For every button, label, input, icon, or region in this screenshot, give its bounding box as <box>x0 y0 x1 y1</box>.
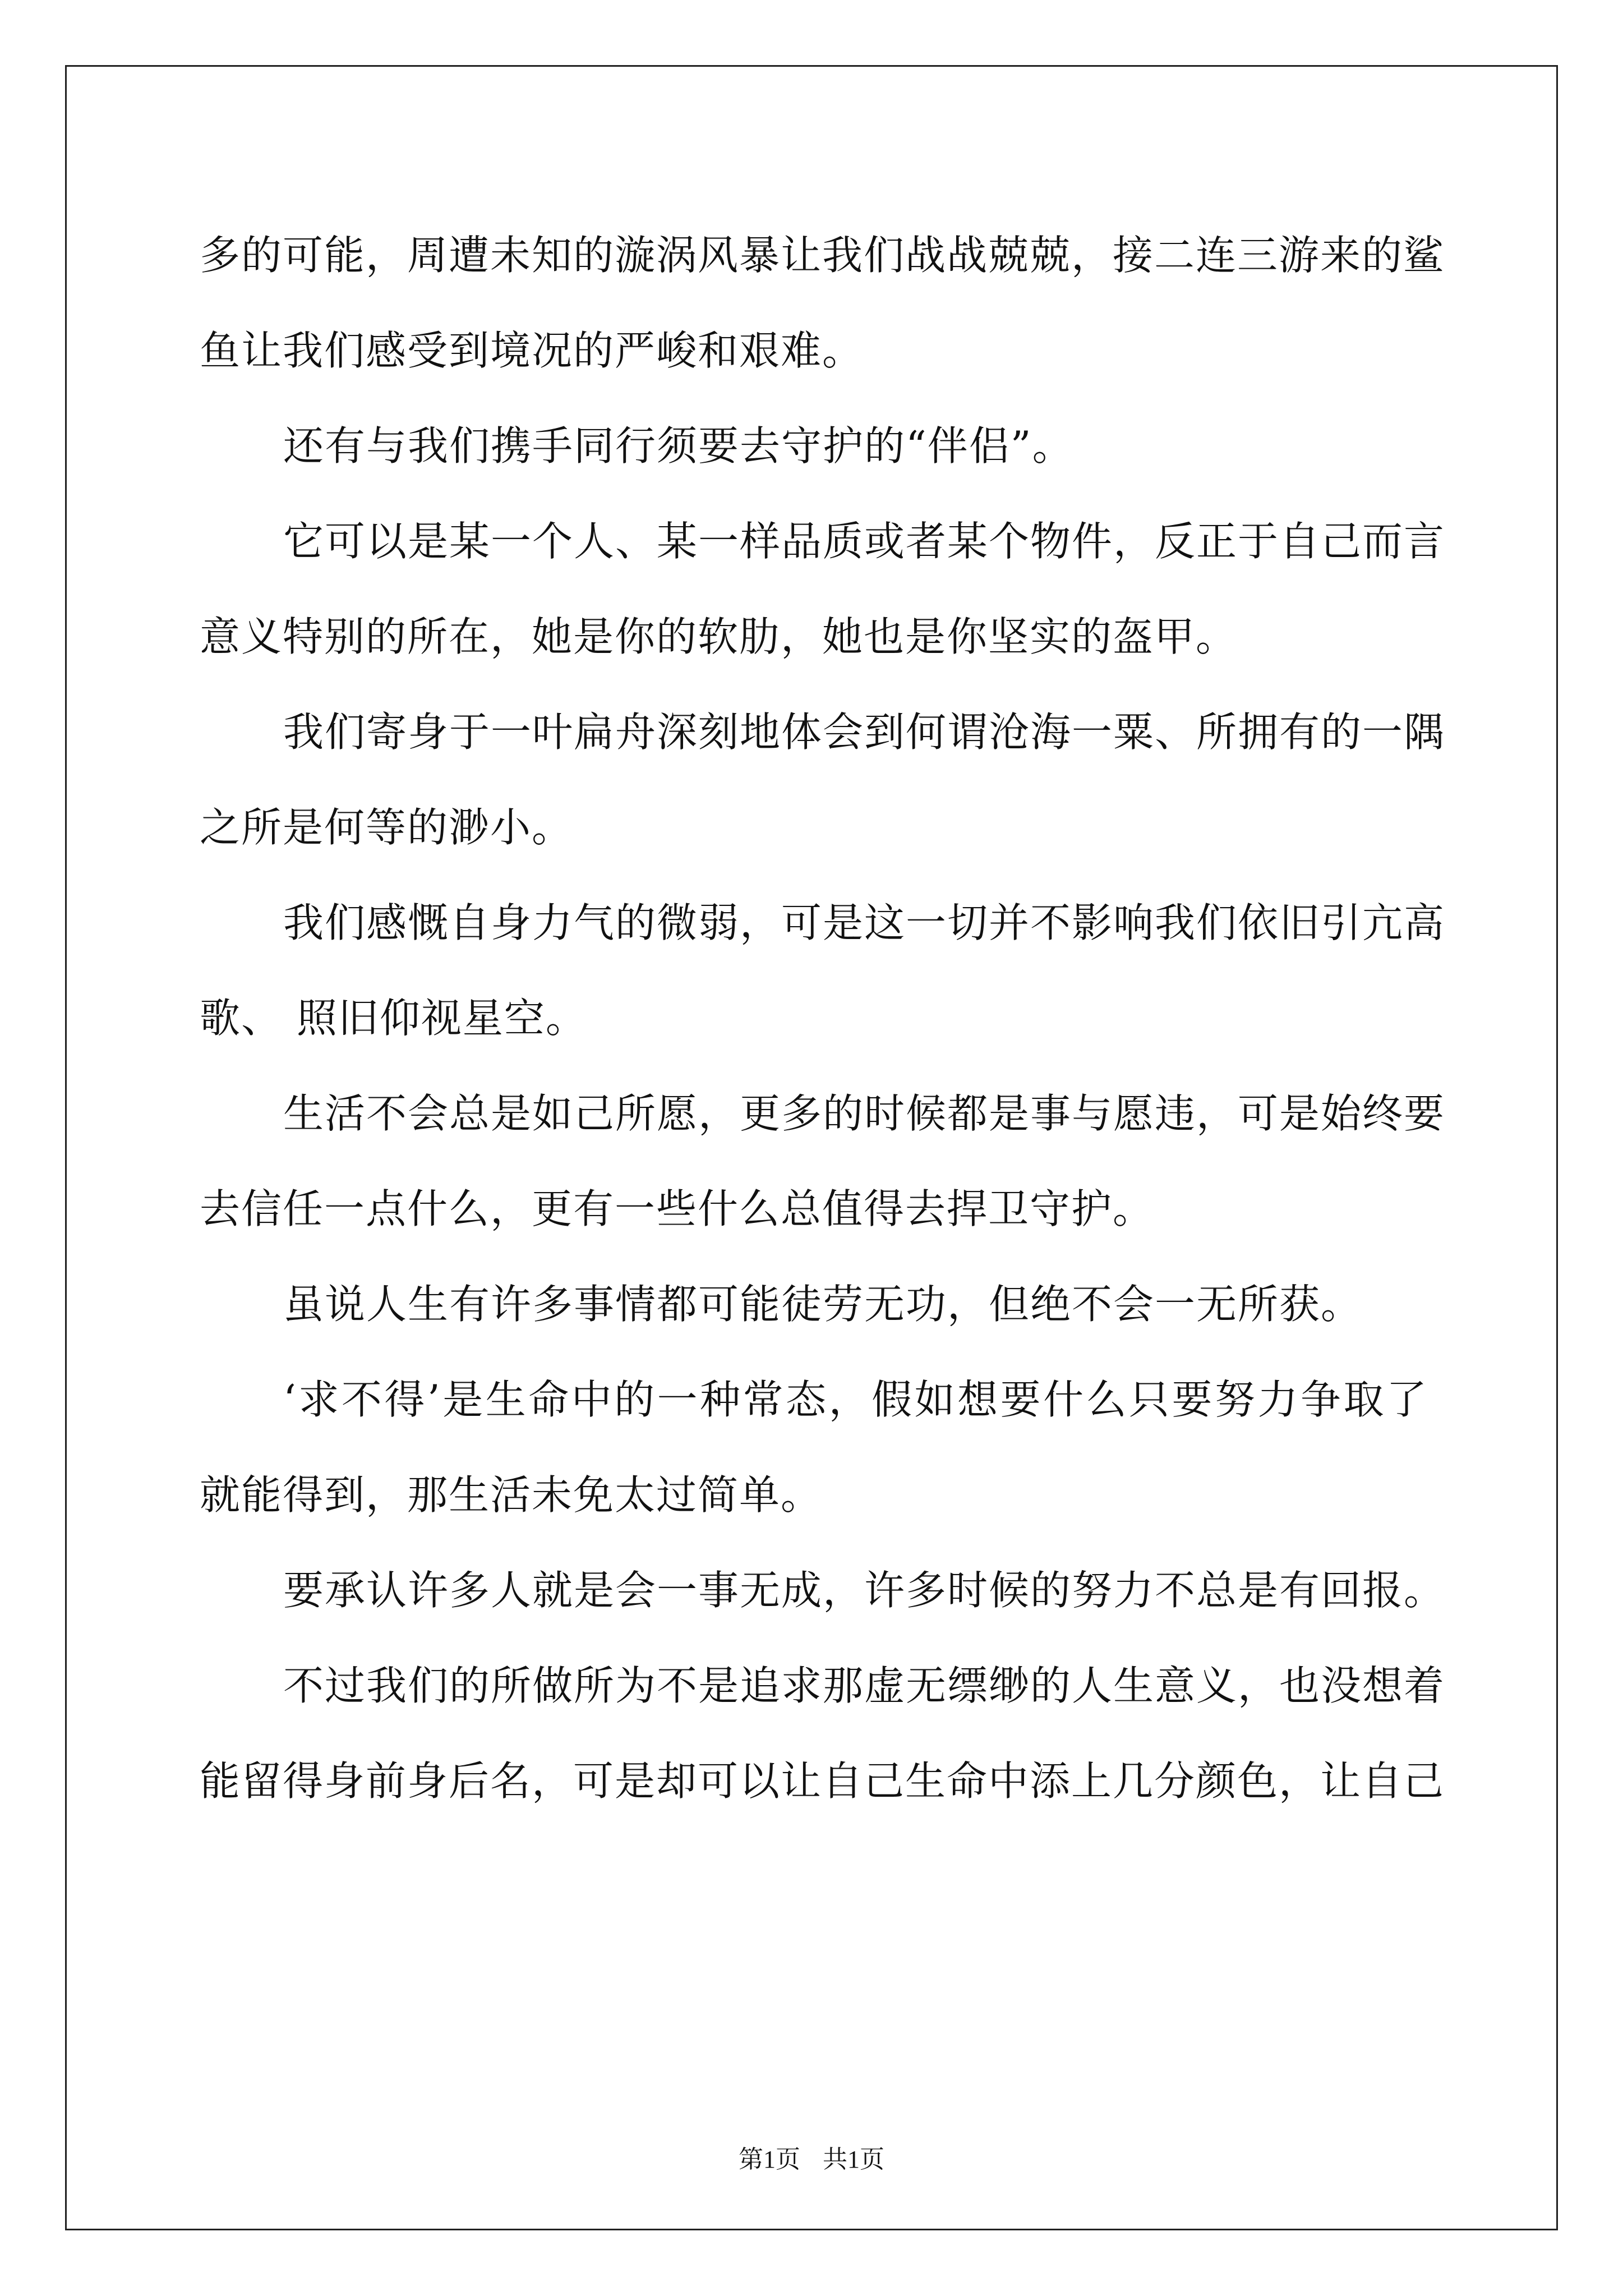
text-line: 就能得到，那生活未免太过简单。 <box>200 1471 823 1519</box>
text-line: 能留得身前身后名，可是却可以让自己生命中添上几分颜色，让自己 <box>200 1757 1445 1805</box>
text-line: 生活不会总是如己所愿，更多的时候都是事与愿违，可是始终要 <box>283 1090 1446 1137</box>
text-line: 鱼让我们感受到境况的严峻和艰难。 <box>200 327 864 374</box>
text-line: 我们寄身于一叶扁舟深刻地体会到何谓沧海一粟、所拥有的一隅 <box>283 708 1446 756</box>
text-line: 它可以是某一个人、某一样品质或者某个物件，反正于自己而言 <box>283 518 1446 565</box>
text-line: 多的可能，周遭未知的漩涡风暴让我们战战兢兢，接二连三游来的鲨 <box>200 232 1445 279</box>
page-footer <box>0 2143 1623 2177</box>
text-line: ‘求不得’是生命中的一种常态，假如想要什么只要努力争取了 <box>283 1376 1428 1423</box>
text-line: 不过我们的所做所为不是追求那虚无缥缈的人生意义，也没想着 <box>283 1662 1446 1709</box>
text-line: 要承认许多人就是会一事无成，许多时候的努力不总是有回报。 <box>283 1567 1446 1614</box>
text-line: 还有与我们携手同行须要去守护的“伴侣”。 <box>283 422 1074 470</box>
text-line: 我们感慨自身力气的微弱，可是这一切并不影响我们依旧引亢高 <box>283 899 1446 946</box>
text-line: 歌、 照旧仰视星空。 <box>200 995 587 1042</box>
text-line: 去信任一点什么，更有一些什么总值得去捍卫守护。 <box>200 1185 1155 1232</box>
page-number-total: 共1页 <box>823 2146 884 2173</box>
text-line: 虽说人生有许多事情都可能徒劳无功，但绝不会一无所获。 <box>283 1281 1363 1328</box>
text-line: 意义特别的所在，她是你的软肋，她也是你坚实的盔甲。 <box>200 613 1238 660</box>
text-line: 之所是何等的渺小。 <box>200 804 574 851</box>
page-border <box>65 65 1558 2230</box>
page-number-current: 第1页 <box>739 2146 800 2173</box>
